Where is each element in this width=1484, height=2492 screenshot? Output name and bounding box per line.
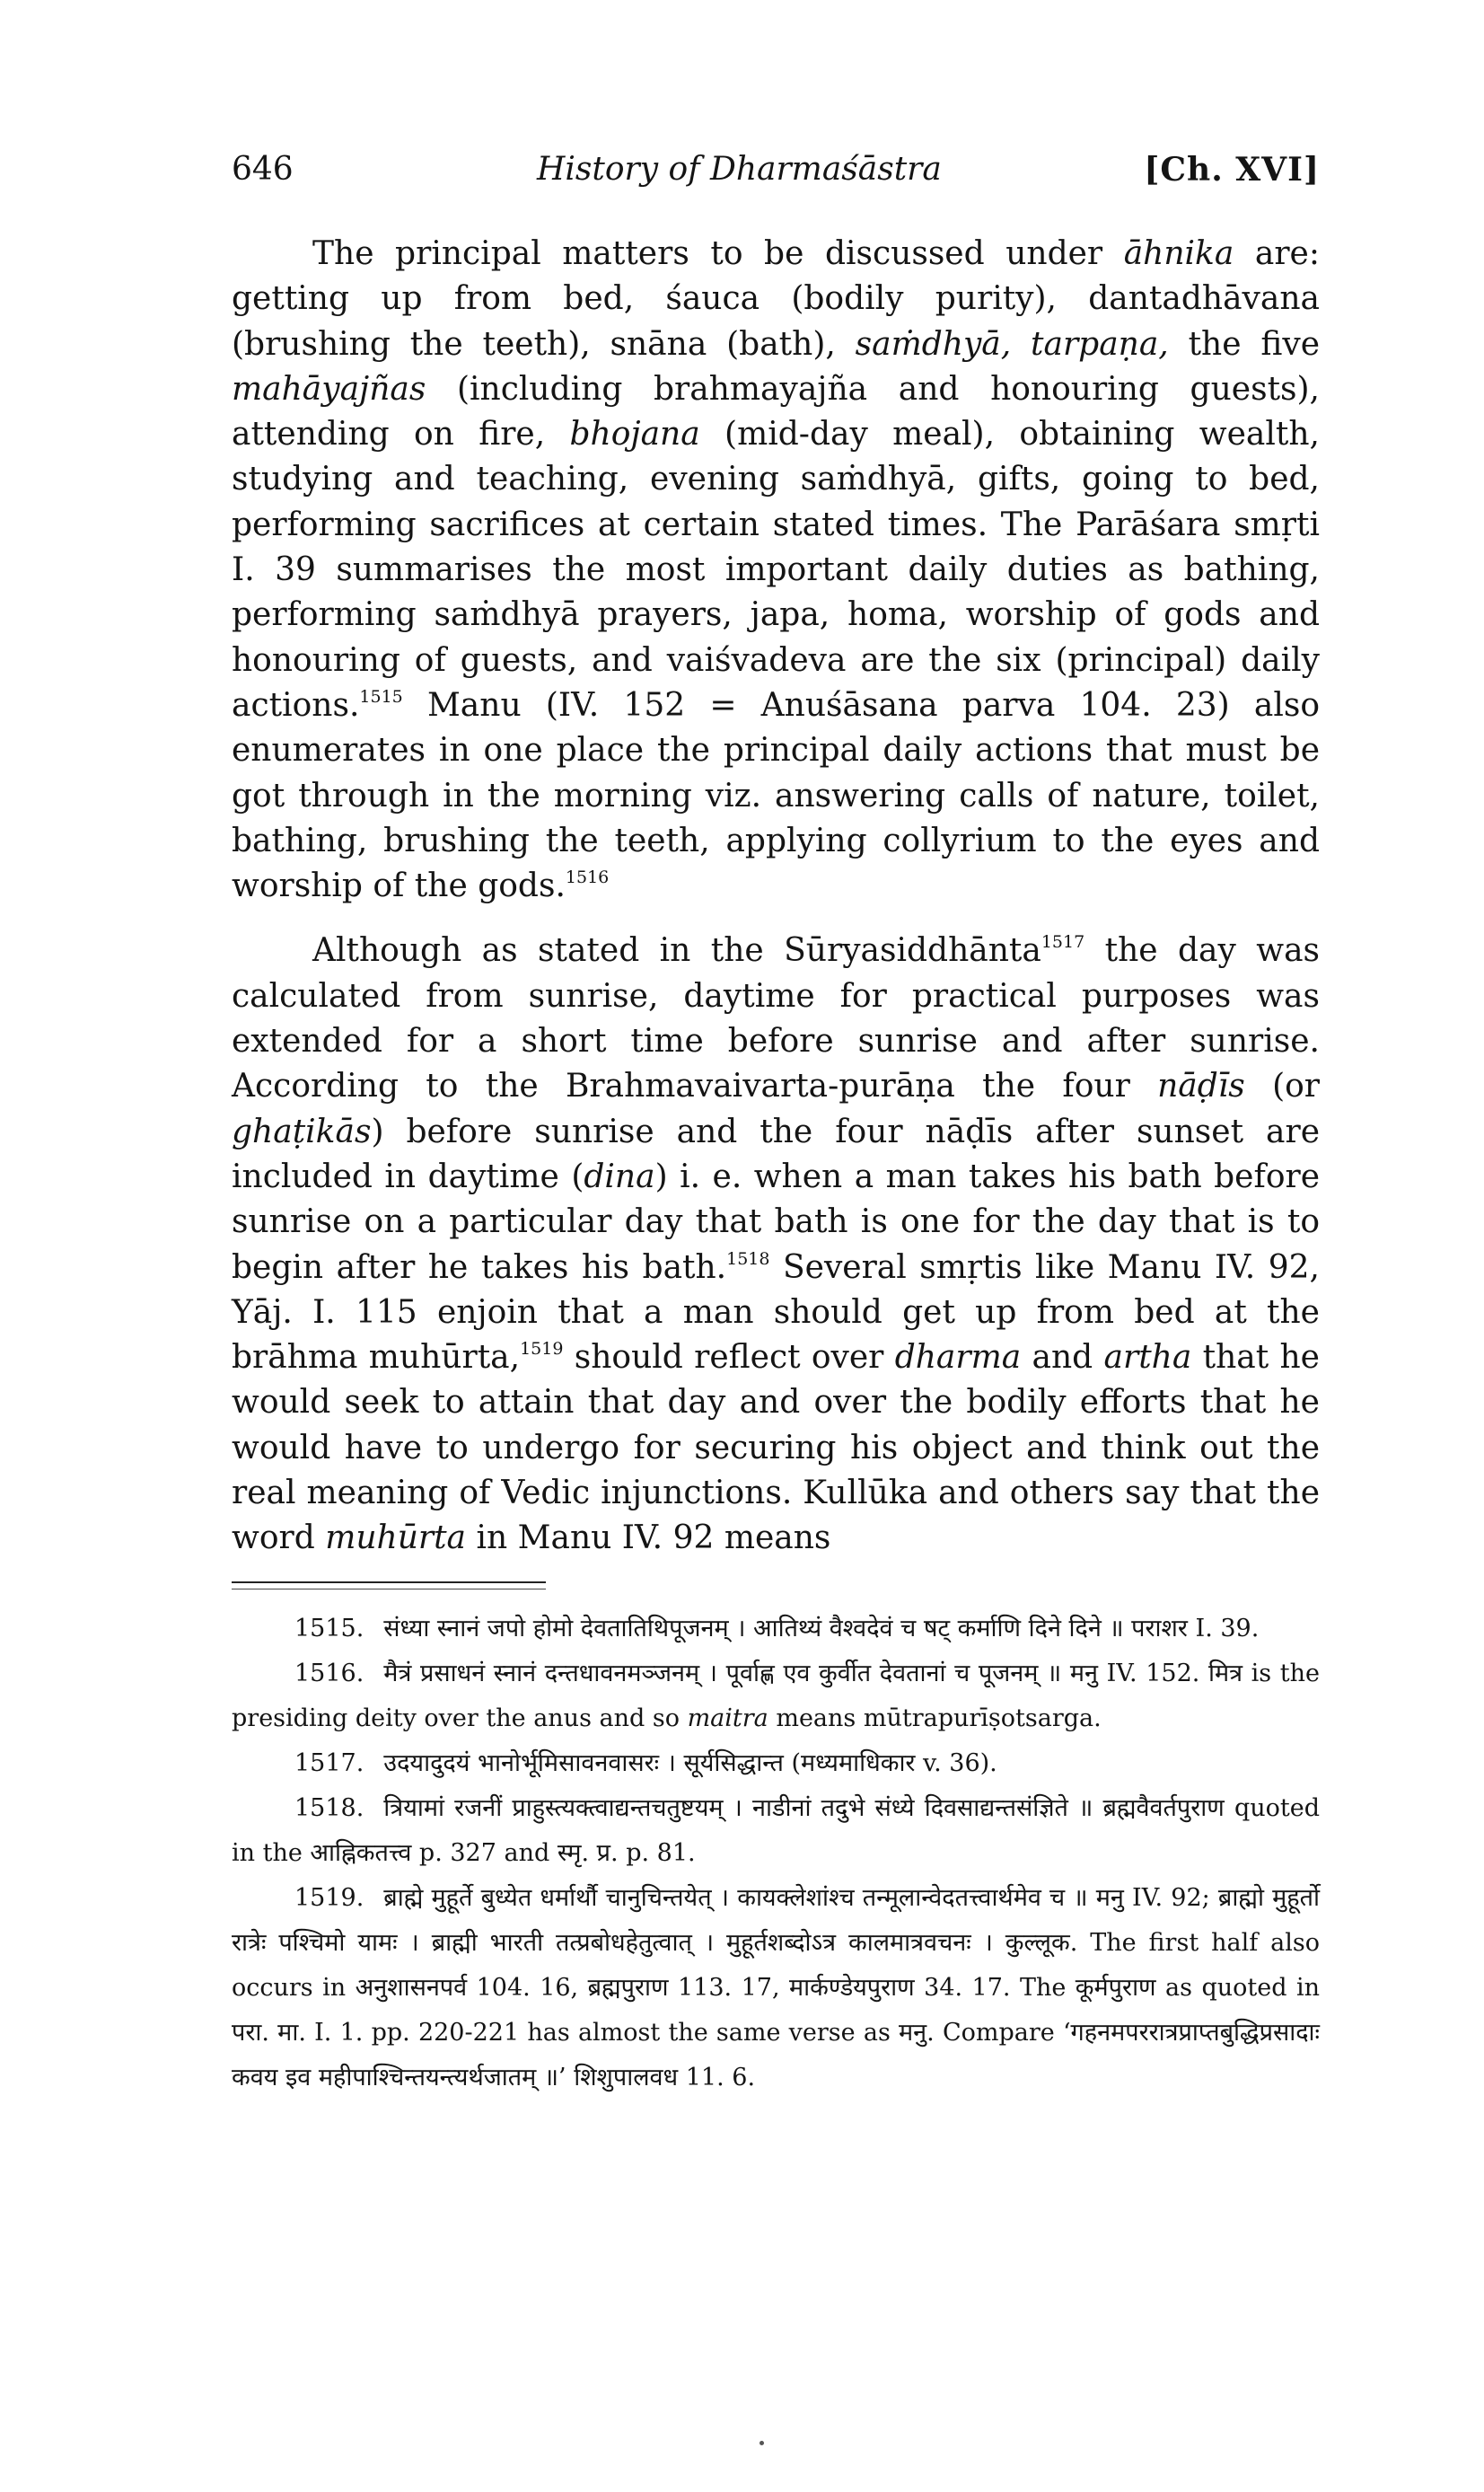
running-header: [232, 144, 1320, 207]
text-run: Manu (IV. 152 = Anuśāsana parva 104. 23) also enumerates in one place the principal daily actions that must be got through in the morning viz. answering calls of nature, toilet, bathing, brushing the teeth, applying collyrium to the eyes and worship of the gods.: [232, 686, 1320, 905]
text-run: Several smṛtis like Manu IV. 92, Yāj. I. 115 enjoin that a man should get up from bed at the brāhma muhūrta,: [232, 1248, 1320, 1377]
footnote-ref: 1516: [565, 867, 610, 888]
chapter-label: [Ch. XVI]: [1144, 151, 1320, 189]
footnote-number: 1519.: [294, 1883, 364, 1912]
book-page: [232, 144, 1320, 2100]
running-title: History of Dharmaśāstra: [537, 151, 942, 188]
footnote-1518: [232, 1786, 1320, 1876]
text-run: and: [1021, 1339, 1104, 1377]
text-run: मैत्रं प्रसाधनं स्नानं दन्तधावनमञ्जनम् । पूर्वाह्ण एव कुर्वीत देवतानां च पूजनम् ॥ मनु IV. 152. मित्र is the presiding deity over the anus and so: [232, 1659, 1320, 1732]
text-run: (or: [1244, 1068, 1321, 1105]
text-run: (mid-day meal), obtaining wealth, studying and teaching, evening saṁdhyā, gifts, going to bed, performing sacrifices at certain stated times. The Parāśara smṛti I. 39 summarises the most important daily duties as bathing, performing saṁdhyā prayers, japa, homa, worship of gods and honouring of guests, and vaiśvadeva are the six (principal) daily actions.: [232, 416, 1320, 724]
text-run: ) before sunrise and the four nāḍīs after sunset are included in daytime (: [232, 1113, 1320, 1195]
footnote-ref: 1519: [520, 1339, 564, 1360]
footnote-1517: [232, 1741, 1320, 1786]
text-run: त्रियामां रजनीं प्राहुस्त्यक्त्वाद्यन्तचतुष्टयम् । नाडीनां तदुभे संध्ये दिवसाद्यन्तसंज्ञिते ॥ ब्रह्मवैवर्तपुराण quoted in the आह्निकतत्त्व p. 327 and स्मृ. प्र. p. 81.: [232, 1793, 1320, 1867]
footnote-number: 1517.: [294, 1748, 364, 1777]
text-run: Although as stated in the Sūryasiddhānta: [312, 932, 1041, 970]
footnote-text: [232, 1660, 1320, 1732]
text-run: उदयादुदयं भानोर्भूमिसावनवासरः । सूर्यसिद्धान्त (मध्यमाधिकार v. 36).: [383, 1748, 997, 1777]
footnote-number: 1516.: [294, 1659, 364, 1687]
footnote-number: 1518.: [294, 1793, 364, 1822]
text-run: are: getting up from bed, śauca (bodily purity), dantadhāvana (brushing the teeth), snāna (bath),: [232, 235, 1320, 363]
footnote-ref: 1518: [726, 1248, 770, 1269]
paragraph-1: [232, 232, 1320, 909]
italic-term: mahāyajñas: [232, 370, 426, 408]
text-run: should reflect over: [563, 1339, 895, 1377]
text-run: in Manu IV. 92 means: [466, 1519, 831, 1557]
italic-term: artha: [1103, 1339, 1192, 1377]
footnote-ref: 1517: [1041, 932, 1085, 953]
text-run: संध्या स्नानं जपो होमो देवतातिथिपूजनम् । आतिथ्यं वैश्वदेवं च षट् कर्माणि दिने दिने ॥ पराशर I. 39.: [383, 1614, 1260, 1642]
italic-term: ghaṭikās: [232, 1113, 372, 1150]
italic-term: āhnika: [1123, 235, 1234, 272]
page-number: 646: [232, 151, 294, 188]
main-text: [232, 232, 1320, 1562]
footnote-text: [383, 1749, 997, 1777]
footnote-1519: [232, 1876, 1320, 2100]
text-run: ब्राह्मे मुहूर्ते बुध्येत धर्मार्थौ चानुचिन्तयेत् । कायक्लेशांश्च तन्मूलान्वेदतत्त्वार्थमेव च ॥ मनु IV. 92; ब्राह्मो मुहूर्तो रात्रेः पश्चिमो यामः । ब्राह्मी भारती तत्प्रबोधहेतुत्वात् । मुहूर्तशब्दोऽत्र कालमात्रवचनः । कुल्लूक. The first half also occurs in अनुशासनपर्व 104. 16, ब्रह्मपुराण 113. 17, मार्कण्डेयपुराण 34. 17. The कूर्मपुराण as quoted in परा. मा. I. 1. pp. 220-221 has almost the same verse as मनु. Compare ‘गहनमपररात्रप्राप्तबुद्धिप्रसादाः कवय इव महीपाश्चिन्तयन्त्यर्थजातम् ॥’ शिशुपालवध 11. 6.: [232, 1883, 1320, 2091]
italic-term: bhojana: [569, 416, 700, 453]
footnote-1515: [232, 1607, 1320, 1651]
italic-term: saṁdhyā, tarpaṇa,: [855, 325, 1169, 363]
footnote-text: [232, 1884, 1320, 2091]
footnotes: [232, 1607, 1320, 2100]
italic-term: dina: [584, 1158, 655, 1195]
text-run: (including brahmayajña and honouring guests), attending on fire,: [232, 370, 1320, 453]
paragraph-2: [232, 929, 1320, 1561]
footnote-text: [383, 1615, 1259, 1642]
text-run: the five: [1168, 325, 1321, 363]
footnote-ref: 1515: [359, 686, 403, 707]
italic-term: nāḍīs: [1157, 1068, 1245, 1105]
text-run: means mūtrapurīṣotsarga.: [768, 1704, 1102, 1732]
italic-term: muhūrta: [325, 1519, 467, 1557]
italic-term: maitra: [687, 1704, 768, 1732]
footnote-text: [232, 1794, 1320, 1867]
footnote-rule: [232, 1581, 546, 1583]
text-run: The principal matters to be discussed under: [312, 235, 1124, 272]
footnote-number: 1515.: [294, 1614, 364, 1642]
text-run: ) i. e. when a man takes his bath before sunrise on a particular day that bath is one for the day that is to begin after he takes his bath.: [232, 1158, 1321, 1286]
footnote-1516: [232, 1651, 1320, 1741]
italic-term: dharma: [894, 1339, 1022, 1377]
text-run: the day was calculated from sunrise, daytime for practical purposes was extended for a short time before sunrise and after sunrise. According to the Brahmavaivarta-purāṇa the four: [232, 932, 1320, 1105]
text-run: that he would seek to attain that day and over the bodily efforts that he would have to undergo for securing his object and think out the real meaning of Vedic injunctions. Kullūka and others say that the word: [232, 1339, 1320, 1557]
page-speck: [760, 2441, 764, 2445]
